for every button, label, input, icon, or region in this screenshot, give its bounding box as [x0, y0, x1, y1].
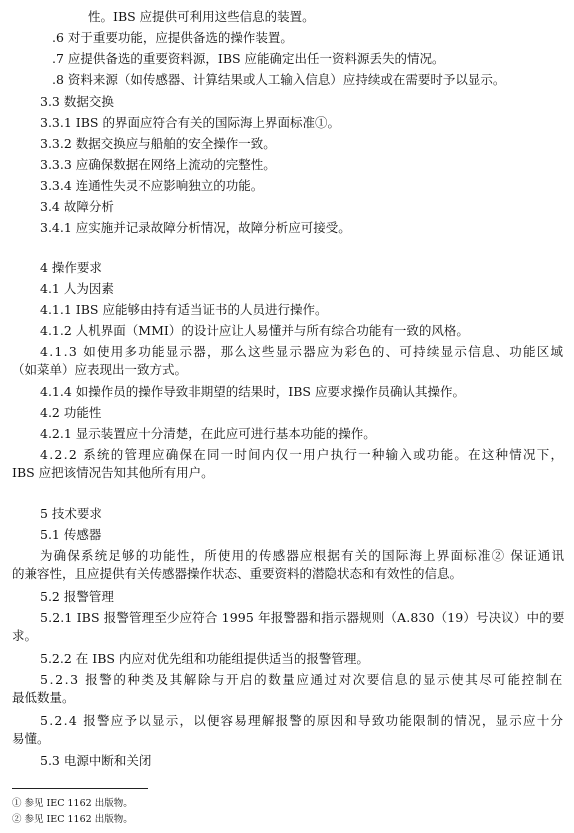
text-line: 5.2.3 报警的种类及其解除与开启的数量应通过对次要信息的显示使其尽可能控制在 — [40, 672, 564, 687]
text-line: 4.2 功能性 — [40, 405, 102, 420]
text-line: .7 应提供备选的重要资料源，IBS 应能确定出任一资料源丢失的情况。 — [52, 51, 445, 66]
text-line: 4 操作要求 — [40, 260, 102, 275]
text-line: 3.3 数据交换 — [40, 94, 114, 109]
footnote: ② 参见 IEC 1162 出版物。 — [12, 814, 133, 825]
text-line: 3.4 故障分析 — [40, 199, 114, 214]
text-line: .6 对于重要功能，应提供备选的操作装置。 — [52, 30, 293, 45]
text-line: 3.3.3 应确保数据在网络上流动的完整性。 — [40, 157, 276, 172]
text-line: IBS 应把该情况告知其他所有用户。 — [12, 465, 214, 480]
text-line: 4.1.1 IBS 应能够由持有适当证书的人员进行操作。 — [40, 302, 328, 317]
footnote-rule — [12, 788, 148, 789]
text-line: 5 技术要求 — [40, 506, 102, 521]
text-line: 的兼容性，且应提供有关传感器操作状态、重要资料的潜隐状态和有效性的信息。 — [12, 566, 463, 581]
text-line: 3.3.1 IBS 的界面应符合有关的国际海上界面标准①。 — [40, 115, 340, 130]
footnote: ① 参见 IEC 1162 出版物。 — [12, 798, 133, 809]
text-line: 易懂。 — [12, 731, 50, 746]
text-line: 5.2.2 在 IBS 内应对优先组和功能组提供适当的报警管理。 — [40, 651, 369, 666]
text-line: 4.2.1 显示装置应十分清楚，在此应可进行基本功能的操作。 — [40, 426, 376, 441]
text-line: 4.1.2 人机界面（MMI）的设计应让人易懂并与所有综合功能有一致的风格。 — [40, 323, 469, 338]
text-line: 5.2 报警管理 — [40, 589, 114, 604]
text-line: 3.3.2 数据交换应与船舶的安全操作一致。 — [40, 136, 276, 151]
text-line: 3.4.1 应实施并记录故障分析情况，故障分析应可接受。 — [40, 220, 351, 235]
text-line: .8 资料来源（如传感器、计算结果或人工输入信息）应持续或在需要时予以显示。 — [52, 72, 506, 87]
text-line: 5.2.1 IBS 报警管理至少应符合 1995 年报警器和指示器规则（A.830（19）号决议）中的要 — [40, 610, 565, 625]
text-line: （如菜单）应表现出一致方式。 — [12, 362, 188, 377]
text-line: 5.3 电源中断和关闭 — [40, 753, 152, 768]
text-line: 3.3.4 连通性失灵不应影响独立的功能。 — [40, 178, 264, 193]
text-line: 5.1 传感器 — [40, 527, 102, 542]
text-line: 4.1.3 如使用多功能显示器，那么这些显示器应为彩色的、可持续显示信息、功能区域 — [40, 344, 565, 359]
text-line: 4.1.4 如操作员的操作导致非期望的结果时，IBS 应要求操作员确认其操作。 — [40, 384, 465, 399]
text-line: 5.2.4 报警应予以显示，以便容易理解报警的原因和导致功能限制的情况，显示应十分 — [40, 713, 565, 728]
text-line: 性。IBS 应提供可利用这些信息的装置。 — [88, 9, 315, 24]
text-line: 4.1 人为因素 — [40, 281, 114, 296]
text-line: 最低数量。 — [12, 690, 75, 705]
text-line: 求。 — [12, 628, 38, 643]
text-line: 4.2.2 系统的管理应确保在同一时间内仅一用户执行一种输入或功能。在这种情况下， — [40, 447, 565, 462]
text-line: 为确保系统足够的功能性，所使用的传感器应根据有关的国际海上界面标准② 保证通讯 — [40, 548, 566, 563]
